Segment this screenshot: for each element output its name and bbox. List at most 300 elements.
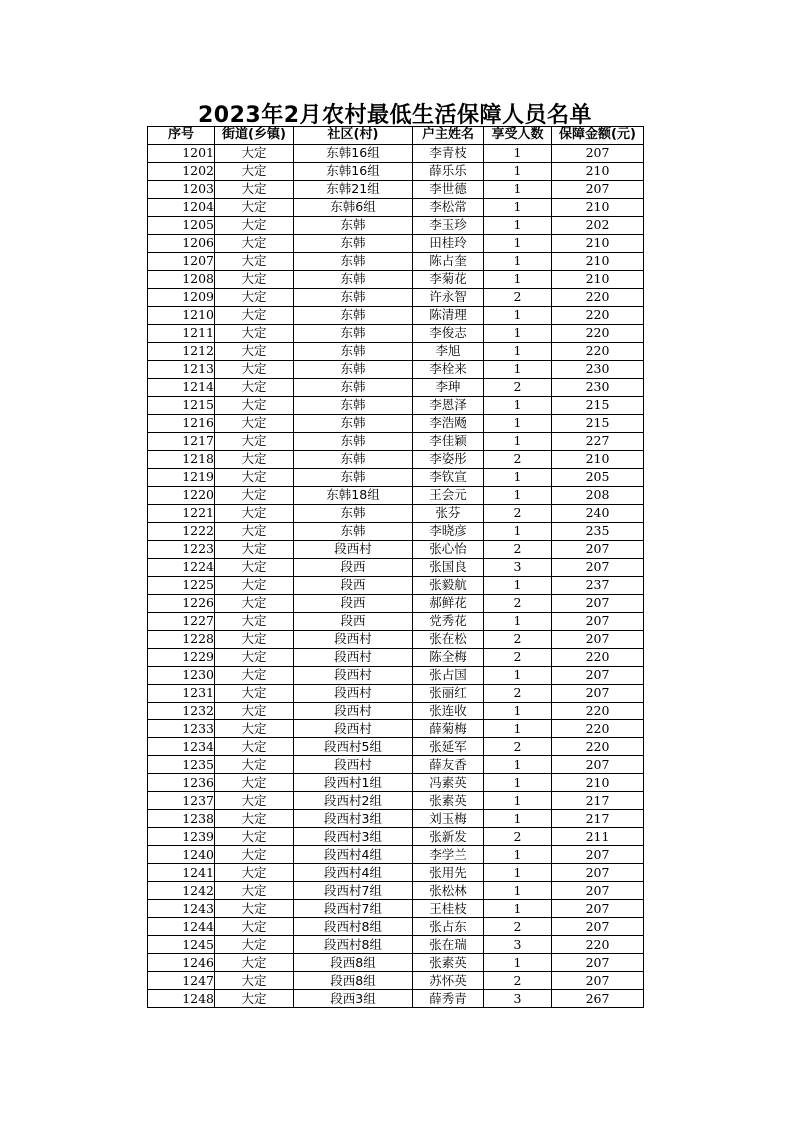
row-people-count: 1 bbox=[484, 360, 552, 378]
row-people-count: 1 bbox=[484, 486, 552, 504]
row-community: 东韩6组 bbox=[294, 198, 413, 216]
row-community: 段西村3组 bbox=[294, 810, 413, 828]
row-number: 1244 bbox=[148, 918, 215, 936]
row-people-count: 1 bbox=[484, 576, 552, 594]
row-street: 大定 bbox=[215, 828, 294, 846]
row-street: 大定 bbox=[215, 810, 294, 828]
table-row bbox=[148, 270, 644, 288]
row-community: 东韩 bbox=[294, 450, 413, 468]
row-household-head: 张延军 bbox=[413, 738, 484, 756]
row-amount: 220 bbox=[552, 936, 644, 954]
row-people-count: 1 bbox=[484, 144, 552, 162]
row-community: 东韩 bbox=[294, 288, 413, 306]
row-amount: 220 bbox=[552, 738, 644, 756]
row-people-count: 1 bbox=[484, 252, 552, 270]
table-row bbox=[148, 342, 644, 360]
row-people-count: 3 bbox=[484, 936, 552, 954]
row-amount: 217 bbox=[552, 810, 644, 828]
row-community: 段西村 bbox=[294, 630, 413, 648]
table-row bbox=[148, 288, 644, 306]
row-people-count: 1 bbox=[484, 306, 552, 324]
row-street: 大定 bbox=[215, 864, 294, 882]
column-header-no: 序号 bbox=[148, 127, 215, 145]
row-amount: 208 bbox=[552, 486, 644, 504]
row-household-head: 薛秀青 bbox=[413, 990, 484, 1008]
row-community: 东韩 bbox=[294, 432, 413, 450]
row-street: 大定 bbox=[215, 720, 294, 738]
row-number: 1212 bbox=[148, 342, 215, 360]
table-row bbox=[148, 180, 644, 198]
table-row bbox=[148, 468, 644, 486]
row-amount: 230 bbox=[552, 360, 644, 378]
row-people-count: 2 bbox=[484, 684, 552, 702]
row-household-head: 薛乐乐 bbox=[413, 162, 484, 180]
row-community: 段西 bbox=[294, 612, 413, 630]
table-row bbox=[148, 990, 644, 1008]
row-amount: 207 bbox=[552, 612, 644, 630]
row-people-count: 2 bbox=[484, 594, 552, 612]
row-number: 1245 bbox=[148, 936, 215, 954]
table-row bbox=[148, 414, 644, 432]
table-row bbox=[148, 702, 644, 720]
row-street: 大定 bbox=[215, 972, 294, 990]
table-row bbox=[148, 540, 644, 558]
row-people-count: 2 bbox=[484, 828, 552, 846]
row-number: 1220 bbox=[148, 486, 215, 504]
row-people-count: 1 bbox=[484, 342, 552, 360]
row-community: 段西村4组 bbox=[294, 846, 413, 864]
page-title: 2023年2月农村最低生活保障人员名单 bbox=[197, 103, 593, 128]
row-household-head: 郝鲜花 bbox=[413, 594, 484, 612]
row-community: 段西村2组 bbox=[294, 792, 413, 810]
row-community: 东韩 bbox=[294, 468, 413, 486]
row-household-head: 田桂玲 bbox=[413, 234, 484, 252]
table-row bbox=[148, 522, 644, 540]
row-people-count: 1 bbox=[484, 396, 552, 414]
row-community: 段西村8组 bbox=[294, 918, 413, 936]
row-number: 1239 bbox=[148, 828, 215, 846]
row-amount: 220 bbox=[552, 702, 644, 720]
row-amount: 207 bbox=[552, 558, 644, 576]
row-number: 1219 bbox=[148, 468, 215, 486]
row-number: 1221 bbox=[148, 504, 215, 522]
row-number: 1227 bbox=[148, 612, 215, 630]
row-people-count: 2 bbox=[484, 378, 552, 396]
row-people-count: 1 bbox=[484, 954, 552, 972]
row-community: 东韩16组 bbox=[294, 162, 413, 180]
row-household-head: 张占东 bbox=[413, 918, 484, 936]
row-number: 1203 bbox=[148, 180, 215, 198]
row-number: 1230 bbox=[148, 666, 215, 684]
table-row bbox=[148, 504, 644, 522]
row-community: 段西村3组 bbox=[294, 828, 413, 846]
row-street: 大定 bbox=[215, 612, 294, 630]
row-amount: 210 bbox=[552, 252, 644, 270]
row-amount: 202 bbox=[552, 216, 644, 234]
row-street: 大定 bbox=[215, 846, 294, 864]
row-amount: 210 bbox=[552, 198, 644, 216]
table-row bbox=[148, 882, 644, 900]
row-community: 东韩 bbox=[294, 324, 413, 342]
row-household-head: 陈全梅 bbox=[413, 648, 484, 666]
row-number: 1202 bbox=[148, 162, 215, 180]
table-row bbox=[148, 756, 644, 774]
row-amount: 210 bbox=[552, 774, 644, 792]
row-community: 东韩 bbox=[294, 522, 413, 540]
row-people-count: 1 bbox=[484, 864, 552, 882]
table-row bbox=[148, 810, 644, 828]
row-amount: 210 bbox=[552, 162, 644, 180]
table-row bbox=[148, 972, 644, 990]
row-amount: 210 bbox=[552, 450, 644, 468]
row-people-count: 2 bbox=[484, 918, 552, 936]
row-people-count: 2 bbox=[484, 972, 552, 990]
row-street: 大定 bbox=[215, 558, 294, 576]
row-amount: 207 bbox=[552, 666, 644, 684]
row-community: 段西村7组 bbox=[294, 882, 413, 900]
table-row bbox=[148, 198, 644, 216]
row-number: 1211 bbox=[148, 324, 215, 342]
row-amount: 207 bbox=[552, 972, 644, 990]
row-number: 1213 bbox=[148, 360, 215, 378]
row-people-count: 3 bbox=[484, 990, 552, 1008]
row-household-head: 李钦宣 bbox=[413, 468, 484, 486]
row-street: 大定 bbox=[215, 882, 294, 900]
row-household-head: 李青枝 bbox=[413, 144, 484, 162]
row-community: 东韩 bbox=[294, 504, 413, 522]
row-people-count: 1 bbox=[484, 198, 552, 216]
row-street: 大定 bbox=[215, 594, 294, 612]
row-street: 大定 bbox=[215, 252, 294, 270]
row-people-count: 1 bbox=[484, 720, 552, 738]
row-people-count: 2 bbox=[484, 450, 552, 468]
table-row bbox=[148, 918, 644, 936]
table-row bbox=[148, 558, 644, 576]
row-people-count: 2 bbox=[484, 540, 552, 558]
row-people-count: 1 bbox=[484, 774, 552, 792]
row-community: 东韩 bbox=[294, 216, 413, 234]
row-people-count: 3 bbox=[484, 558, 552, 576]
table-row bbox=[148, 774, 644, 792]
row-street: 大定 bbox=[215, 234, 294, 252]
row-street: 大定 bbox=[215, 630, 294, 648]
row-number: 1215 bbox=[148, 396, 215, 414]
table-row bbox=[148, 684, 644, 702]
row-household-head: 张在瑞 bbox=[413, 936, 484, 954]
row-community: 段西村 bbox=[294, 720, 413, 738]
row-street: 大定 bbox=[215, 324, 294, 342]
table-row bbox=[148, 846, 644, 864]
row-community: 段西 bbox=[294, 594, 413, 612]
row-number: 1232 bbox=[148, 702, 215, 720]
table-row bbox=[148, 648, 644, 666]
row-people-count: 1 bbox=[484, 756, 552, 774]
row-number: 1246 bbox=[148, 954, 215, 972]
row-street: 大定 bbox=[215, 270, 294, 288]
row-number: 1206 bbox=[148, 234, 215, 252]
row-amount: 220 bbox=[552, 342, 644, 360]
row-amount: 207 bbox=[552, 756, 644, 774]
row-household-head: 张国良 bbox=[413, 558, 484, 576]
table-row bbox=[148, 900, 644, 918]
row-street: 大定 bbox=[215, 306, 294, 324]
row-street: 大定 bbox=[215, 180, 294, 198]
row-community: 东韩 bbox=[294, 252, 413, 270]
row-amount: 210 bbox=[552, 270, 644, 288]
row-street: 大定 bbox=[215, 666, 294, 684]
row-number: 1241 bbox=[148, 864, 215, 882]
table-row bbox=[148, 432, 644, 450]
table-row bbox=[148, 864, 644, 882]
row-number: 1226 bbox=[148, 594, 215, 612]
beneficiary-table bbox=[147, 126, 644, 1008]
row-amount: 217 bbox=[552, 792, 644, 810]
row-street: 大定 bbox=[215, 648, 294, 666]
table-row bbox=[148, 738, 644, 756]
row-people-count: 1 bbox=[484, 702, 552, 720]
row-household-head: 张芬 bbox=[413, 504, 484, 522]
row-amount: 207 bbox=[552, 846, 644, 864]
row-number: 1207 bbox=[148, 252, 215, 270]
row-amount: 207 bbox=[552, 954, 644, 972]
row-community: 东韩 bbox=[294, 342, 413, 360]
row-number: 1208 bbox=[148, 270, 215, 288]
row-community: 段西村5组 bbox=[294, 738, 413, 756]
row-street: 大定 bbox=[215, 396, 294, 414]
row-community: 段西村7组 bbox=[294, 900, 413, 918]
row-community: 东韩 bbox=[294, 360, 413, 378]
row-amount: 220 bbox=[552, 288, 644, 306]
row-number: 1224 bbox=[148, 558, 215, 576]
row-household-head: 刘玉梅 bbox=[413, 810, 484, 828]
row-people-count: 1 bbox=[484, 216, 552, 234]
row-household-head: 张在松 bbox=[413, 630, 484, 648]
row-number: 1204 bbox=[148, 198, 215, 216]
row-number: 1237 bbox=[148, 792, 215, 810]
row-people-count: 1 bbox=[484, 810, 552, 828]
row-number: 1229 bbox=[148, 648, 215, 666]
row-street: 大定 bbox=[215, 144, 294, 162]
row-household-head: 许永智 bbox=[413, 288, 484, 306]
row-street: 大定 bbox=[215, 288, 294, 306]
row-street: 大定 bbox=[215, 522, 294, 540]
row-people-count: 1 bbox=[484, 792, 552, 810]
table-row bbox=[148, 486, 644, 504]
row-community: 段西8组 bbox=[294, 954, 413, 972]
row-amount: 207 bbox=[552, 540, 644, 558]
row-household-head: 陈占奎 bbox=[413, 252, 484, 270]
table-row bbox=[148, 144, 644, 162]
row-people-count: 2 bbox=[484, 630, 552, 648]
table-row bbox=[148, 306, 644, 324]
row-community: 东韩 bbox=[294, 306, 413, 324]
table-header-row bbox=[148, 127, 644, 145]
row-amount: 207 bbox=[552, 864, 644, 882]
row-number: 1223 bbox=[148, 540, 215, 558]
row-community: 段西村4组 bbox=[294, 864, 413, 882]
row-number: 1214 bbox=[148, 378, 215, 396]
row-number: 1216 bbox=[148, 414, 215, 432]
row-amount: 207 bbox=[552, 630, 644, 648]
row-household-head: 李学兰 bbox=[413, 846, 484, 864]
row-street: 大定 bbox=[215, 450, 294, 468]
row-people-count: 1 bbox=[484, 162, 552, 180]
row-household-head: 李旭 bbox=[413, 342, 484, 360]
row-community: 段西3组 bbox=[294, 990, 413, 1008]
column-header-street: 街道(乡镇) bbox=[215, 127, 294, 145]
row-community: 东韩 bbox=[294, 396, 413, 414]
row-street: 大定 bbox=[215, 414, 294, 432]
row-street: 大定 bbox=[215, 918, 294, 936]
row-people-count: 1 bbox=[484, 900, 552, 918]
row-people-count: 1 bbox=[484, 522, 552, 540]
row-community: 段西村 bbox=[294, 648, 413, 666]
row-street: 大定 bbox=[215, 342, 294, 360]
row-number: 1225 bbox=[148, 576, 215, 594]
row-community: 段西村8组 bbox=[294, 936, 413, 954]
row-amount: 240 bbox=[552, 504, 644, 522]
row-amount: 230 bbox=[552, 378, 644, 396]
row-household-head: 张用先 bbox=[413, 864, 484, 882]
row-number: 1238 bbox=[148, 810, 215, 828]
row-amount: 220 bbox=[552, 306, 644, 324]
row-community: 段西 bbox=[294, 576, 413, 594]
row-number: 1231 bbox=[148, 684, 215, 702]
row-amount: 211 bbox=[552, 828, 644, 846]
row-street: 大定 bbox=[215, 468, 294, 486]
row-people-count: 2 bbox=[484, 648, 552, 666]
table-row bbox=[148, 828, 644, 846]
row-people-count: 1 bbox=[484, 846, 552, 864]
row-people-count: 2 bbox=[484, 504, 552, 522]
row-people-count: 1 bbox=[484, 234, 552, 252]
row-number: 1222 bbox=[148, 522, 215, 540]
row-amount: 215 bbox=[552, 396, 644, 414]
table-row bbox=[148, 630, 644, 648]
row-household-head: 李浩飏 bbox=[413, 414, 484, 432]
row-people-count: 1 bbox=[484, 432, 552, 450]
row-household-head: 李珅 bbox=[413, 378, 484, 396]
table-row bbox=[148, 936, 644, 954]
row-household-head: 李恩泽 bbox=[413, 396, 484, 414]
row-household-head: 李栓来 bbox=[413, 360, 484, 378]
row-street: 大定 bbox=[215, 702, 294, 720]
row-amount: 207 bbox=[552, 882, 644, 900]
row-community: 东韩 bbox=[294, 378, 413, 396]
row-household-head: 张新发 bbox=[413, 828, 484, 846]
table-row bbox=[148, 792, 644, 810]
row-amount: 207 bbox=[552, 900, 644, 918]
row-street: 大定 bbox=[215, 756, 294, 774]
column-header-amount: 保障金额(元) bbox=[552, 127, 644, 145]
row-household-head: 张素英 bbox=[413, 954, 484, 972]
row-number: 1240 bbox=[148, 846, 215, 864]
row-number: 1243 bbox=[148, 900, 215, 918]
table-row bbox=[148, 954, 644, 972]
row-street: 大定 bbox=[215, 162, 294, 180]
row-household-head: 冯素英 bbox=[413, 774, 484, 792]
table-row bbox=[148, 162, 644, 180]
row-street: 大定 bbox=[215, 684, 294, 702]
row-household-head: 张松林 bbox=[413, 882, 484, 900]
row-people-count: 2 bbox=[484, 288, 552, 306]
row-amount: 215 bbox=[552, 414, 644, 432]
row-number: 1205 bbox=[148, 216, 215, 234]
row-community: 段西村 bbox=[294, 666, 413, 684]
row-community: 东韩18组 bbox=[294, 486, 413, 504]
row-amount: 235 bbox=[552, 522, 644, 540]
row-number: 1242 bbox=[148, 882, 215, 900]
row-household-head: 张素英 bbox=[413, 792, 484, 810]
row-community: 东韩 bbox=[294, 234, 413, 252]
row-street: 大定 bbox=[215, 792, 294, 810]
row-street: 大定 bbox=[215, 936, 294, 954]
table-row bbox=[148, 324, 644, 342]
row-household-head: 李菊花 bbox=[413, 270, 484, 288]
row-street: 大定 bbox=[215, 774, 294, 792]
row-street: 大定 bbox=[215, 954, 294, 972]
row-household-head: 王会元 bbox=[413, 486, 484, 504]
row-street: 大定 bbox=[215, 198, 294, 216]
row-household-head: 李晓彦 bbox=[413, 522, 484, 540]
row-street: 大定 bbox=[215, 378, 294, 396]
row-number: 1234 bbox=[148, 738, 215, 756]
row-people-count: 1 bbox=[484, 666, 552, 684]
row-people-count: 1 bbox=[484, 180, 552, 198]
row-number: 1235 bbox=[148, 756, 215, 774]
row-community: 东韩16组 bbox=[294, 144, 413, 162]
row-community: 段西村 bbox=[294, 702, 413, 720]
row-number: 1201 bbox=[148, 144, 215, 162]
row-street: 大定 bbox=[215, 216, 294, 234]
row-amount: 220 bbox=[552, 720, 644, 738]
table-row bbox=[148, 216, 644, 234]
row-household-head: 李玉珍 bbox=[413, 216, 484, 234]
row-amount: 207 bbox=[552, 918, 644, 936]
table-row bbox=[148, 378, 644, 396]
row-number: 1248 bbox=[148, 990, 215, 1008]
row-household-head: 苏怀英 bbox=[413, 972, 484, 990]
row-street: 大定 bbox=[215, 738, 294, 756]
row-community: 段西8组 bbox=[294, 972, 413, 990]
row-household-head: 党秀花 bbox=[413, 612, 484, 630]
row-community: 段西村 bbox=[294, 540, 413, 558]
table-row bbox=[148, 576, 644, 594]
row-people-count: 1 bbox=[484, 270, 552, 288]
row-household-head: 李世德 bbox=[413, 180, 484, 198]
row-household-head: 李佳颖 bbox=[413, 432, 484, 450]
column-header-household-head: 户主姓名 bbox=[413, 127, 484, 145]
row-number: 1247 bbox=[148, 972, 215, 990]
row-street: 大定 bbox=[215, 486, 294, 504]
table-row bbox=[148, 450, 644, 468]
table-row bbox=[148, 720, 644, 738]
row-number: 1217 bbox=[148, 432, 215, 450]
row-street: 大定 bbox=[215, 432, 294, 450]
row-household-head: 张占国 bbox=[413, 666, 484, 684]
row-amount: 207 bbox=[552, 594, 644, 612]
row-household-head: 李松常 bbox=[413, 198, 484, 216]
row-household-head: 陈清理 bbox=[413, 306, 484, 324]
row-household-head: 李俊志 bbox=[413, 324, 484, 342]
row-amount: 207 bbox=[552, 144, 644, 162]
row-people-count: 1 bbox=[484, 468, 552, 486]
row-community: 段西村 bbox=[294, 684, 413, 702]
row-amount: 207 bbox=[552, 684, 644, 702]
row-community: 东韩 bbox=[294, 414, 413, 432]
row-household-head: 薛菊梅 bbox=[413, 720, 484, 738]
row-amount: 227 bbox=[552, 432, 644, 450]
